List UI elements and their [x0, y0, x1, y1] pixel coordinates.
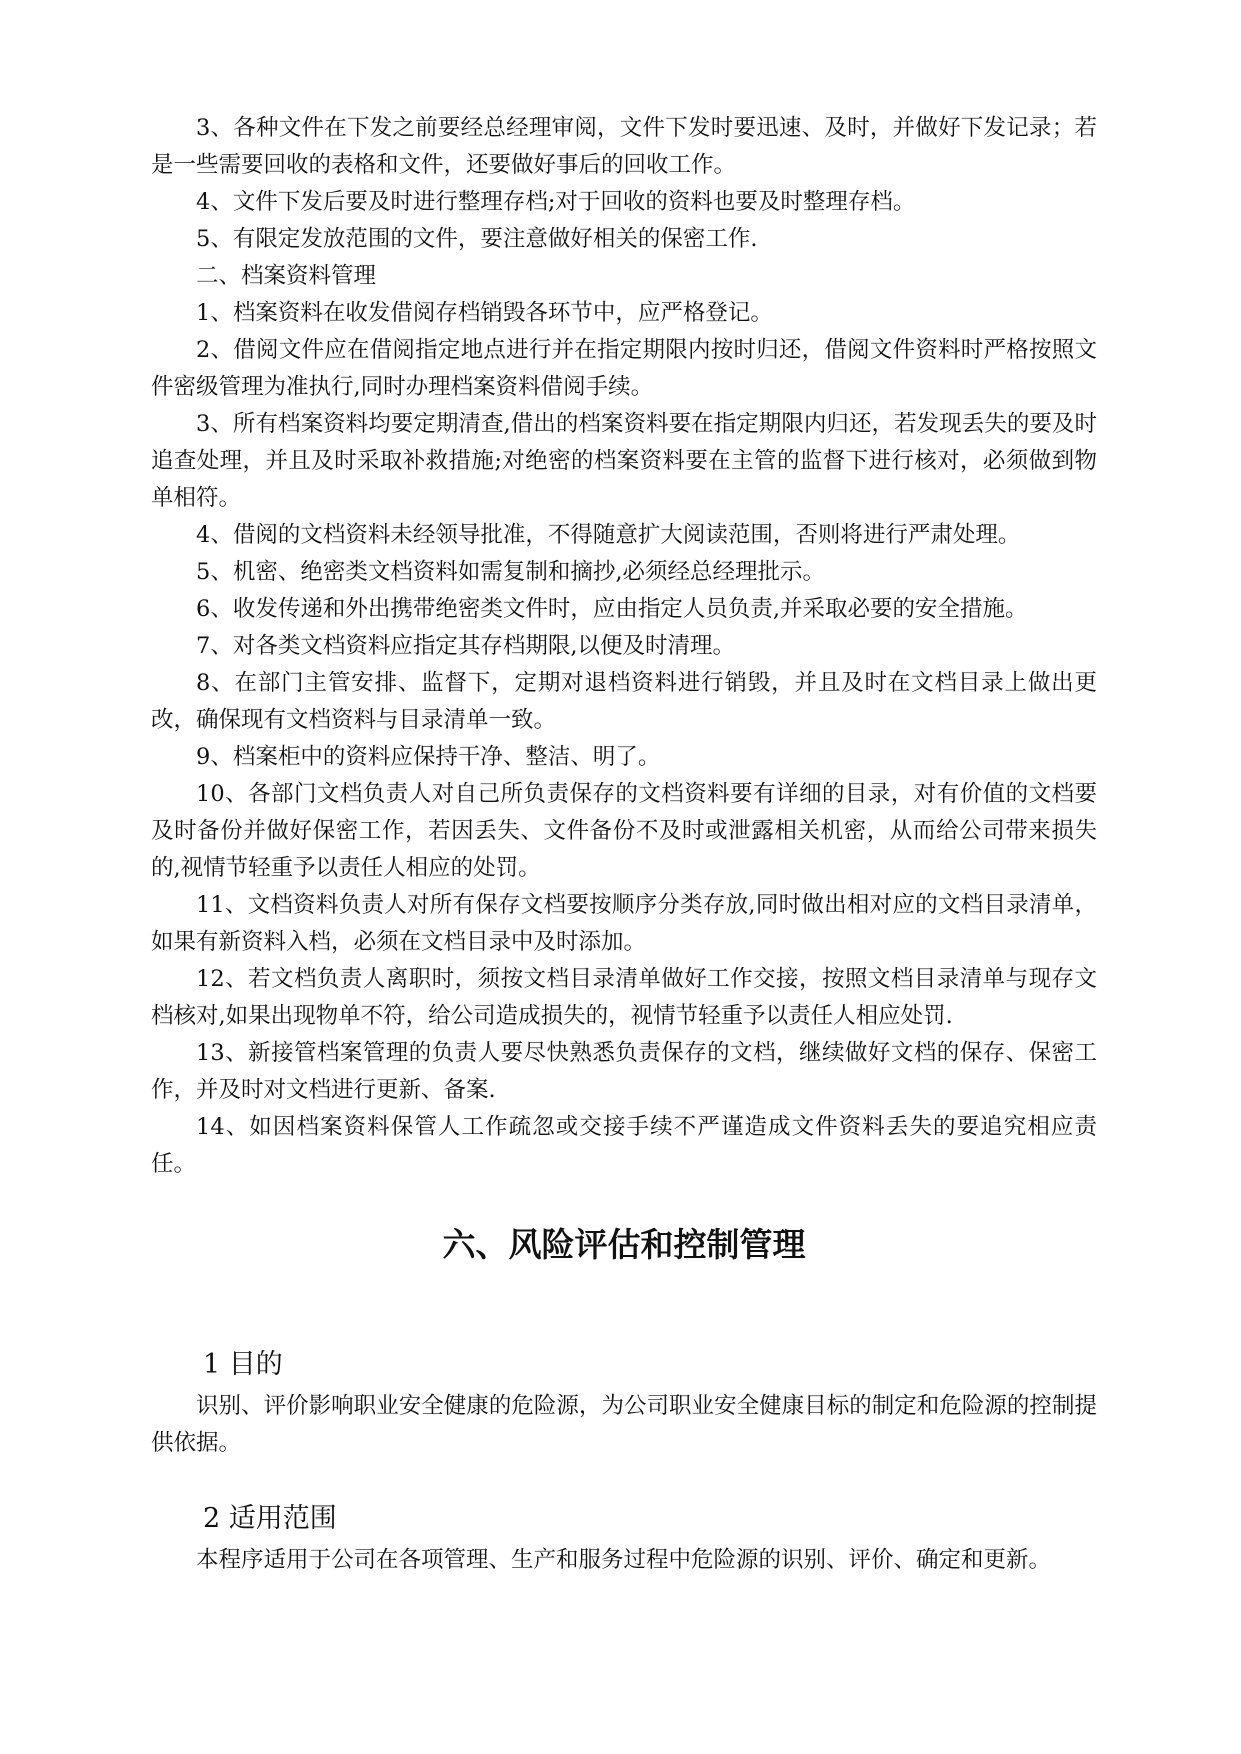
paragraph: 5、机密、绝密类文档资料如需复制和摘抄,必须经总经理批示。	[196, 559, 825, 585]
paragraph: 11、文档资料负责人对所有保存文档要按顺序分类存放,同时做出相对应的文档目录清单，如果有新资料入档，必须在文档目录中及时添加。	[151, 892, 1097, 955]
paragraph: 10、各部门文档负责人对自己所负责保存的文档资料要有详细的目录，对有价值的文档要及时备份并做好保密工作，若因丢失、文件备份不及时或泄露相关机密，从而给公司带来损失的,视情节轻重予以责任人相应的处罚。	[151, 781, 1097, 881]
paragraph: 7、对各类文档资料应指定其存档期限,以便及时清理。	[196, 633, 735, 659]
paragraph: 4、文件下发后要及时进行整理存档;对于回收的资料也要及时整理存档。	[196, 189, 916, 215]
paragraph: 4、借阅的文档资料未经领导批准，不得随意扩大阅读范围，否则将进行严肃处理。	[196, 522, 1021, 548]
paragraph: 13、新接管档案管理的负责人要尽快熟悉负责保存的文档，继续做好文档的保存、保密工作，并及时对文档进行更新、备案.	[151, 1040, 1097, 1103]
subsection-heading: 二、档案资料管理	[196, 263, 377, 289]
scope-heading: 2 适用范围	[203, 1503, 337, 1534]
paragraph: 2、借阅文件应在借阅指定地点进行并在指定期限内按时归还，借阅文件资料时严格按照文件密级管理为准执行,同时办理档案资料借阅手续。	[151, 337, 1097, 400]
paragraph: 1、档案资料在收发借阅存档销毁各环节中，应严格登记。	[196, 300, 773, 326]
purpose-heading: 1 目的	[203, 1349, 283, 1380]
paragraph: 6、收发传递和外出携带绝密类文件时，应由指定人员负责,并采取必要的安全措施。	[196, 596, 1028, 622]
scope-section	[151, 1500, 1097, 1579]
purpose-text: 识别、评价影响职业安全健康的危险源，为公司职业安全健康目标的制定和危险源的控制提供依据。	[151, 1393, 1097, 1456]
paragraph: 8、在部门主管安排、监督下，定期对退档资料进行销毁，并且及时在文档目录上做出更改，确保现有文档资料与目录清单一致。	[151, 670, 1097, 733]
paragraph: 12、若文档负责人离职时，须按文档目录清单做好工作交接，按照文档目录清单与现存文档核对,如果出现物单不符，给公司造成损失的，视情节轻重予以责任人相应处罚.	[151, 966, 1097, 1029]
section-title: 六、风险评估和控制管理	[442, 1225, 806, 1264]
scope-text: 本程序适用于公司在各项管理、生产和服务过程中危险源的识别、评价、确定和更新。	[196, 1547, 1052, 1573]
paragraph: 3、所有档案资料均要定期清查,借出的档案资料要在指定期限内归还，若发现丢失的要及时追查处理，并且及时采取补救措施;对绝密的档案资料要在主管的监督下进行核对，必须做到物单相符。	[151, 411, 1097, 511]
purpose-section	[151, 1346, 1097, 1462]
body-text	[151, 110, 1097, 1183]
paragraph: 5、有限定发放范围的文件，要注意做好相关的保密工作.	[196, 226, 758, 252]
paragraph: 3、各种文件在下发之前要经总经理审阅，文件下发时要迅速、及时，并做好下发记录；若是一些需要回收的表格和文件，还要做好事后的回收工作。	[151, 115, 1097, 178]
paragraph: 14、如因档案资料保管人工作疏忽或交接手续不严谨造成文件资料丢失的要追究相应责任。	[151, 1114, 1097, 1177]
paragraph: 9、档案柜中的资料应保持干净、整洁、明了。	[196, 744, 661, 770]
